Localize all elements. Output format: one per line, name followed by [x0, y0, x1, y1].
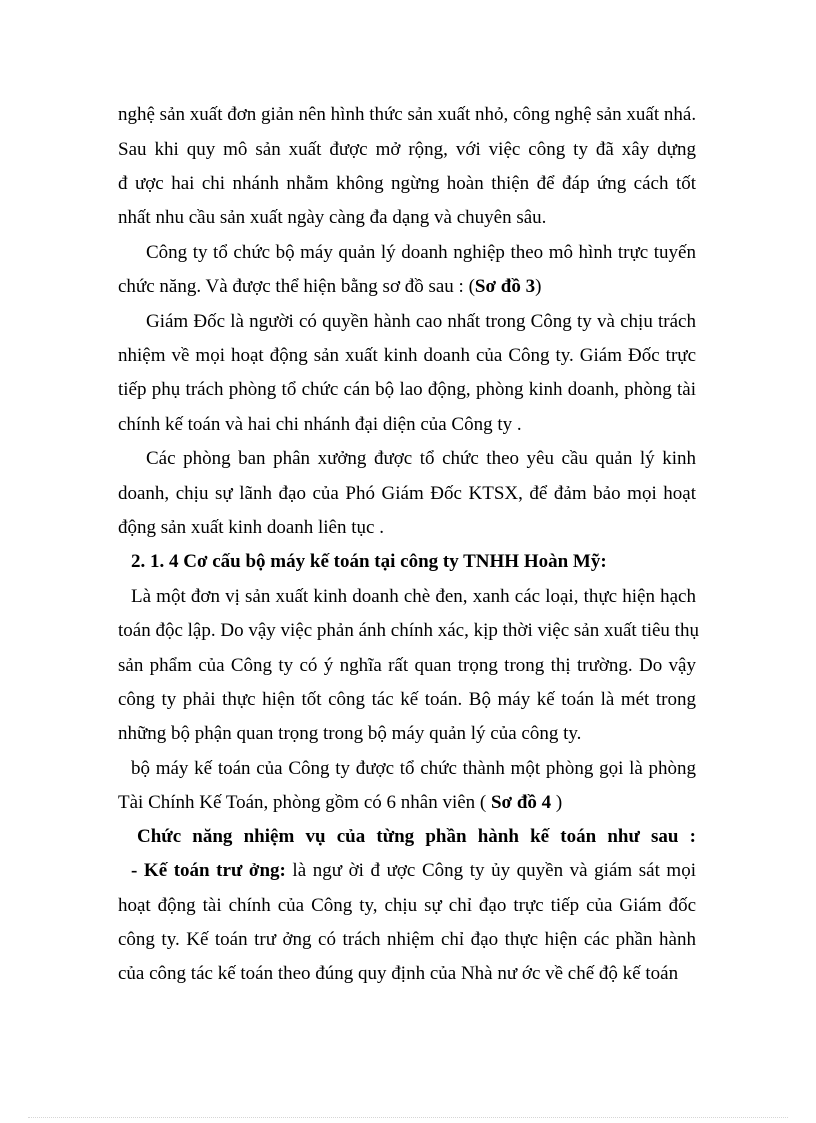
- text-line: Là một đơn vị sản xuất kinh doanh chè đen, xanh các loại, thực hiện hạch: [131, 586, 696, 607]
- text-line: Các phòng ban phân xưởng được tổ chức theo yêu cầu quản lý kinh: [146, 448, 696, 469]
- text-line: hoạt động tài chính của Công ty, chịu sự chỉ đạo trực tiếp của Giám đốc: [118, 895, 696, 916]
- text-span: ): [551, 792, 563, 813]
- text-line: chính kế toán và hai chi nhánh đại diện của Công ty .: [118, 414, 522, 435]
- diagram-reference: Sơ đồ 4: [490, 792, 552, 813]
- text-span: là ngư ời đ ược Công ty ủy quyền và giám sát mọi: [285, 860, 696, 881]
- text-span: ): [535, 276, 542, 297]
- text-line: nhiệm về mọi hoạt động sản xuất kinh doanh của Công ty. Giám Đốc trực: [118, 345, 696, 366]
- section-heading: 2. 1. 4 Cơ cấu bộ máy kế toán tại công ty TNHH Hoàn Mỹ:: [131, 551, 607, 572]
- text-line: [118, 791, 696, 815]
- text-line: động sản xuất kinh doanh liên tục .: [118, 517, 384, 538]
- subsection-heading: Chức năng nhiệm vụ của từng phần hành kế toán như sau :: [137, 826, 696, 847]
- text-line: bộ máy kế toán của Công ty được tổ chức thành một phòng gọi là phòng: [131, 758, 696, 779]
- text-line: tiếp phụ trách phòng tổ chức cán bộ lao động, phòng kinh doanh, phòng tài: [118, 379, 696, 400]
- text-line: công ty phải thực hiện tốt công tác kế toán. Bộ máy kế toán là mét trong: [118, 689, 696, 710]
- text-line: nhất nhu cầu sản xuất ngày càng đa dạng và chuyên sâu.: [118, 207, 547, 228]
- diagram-reference: Sơ đồ 3: [474, 276, 536, 297]
- text-line: Công ty tổ chức bộ máy quản lý doanh nghiệp theo mô hình trực tuyến: [146, 242, 696, 263]
- text-line: sản phẩm của Công ty có ý nghĩa rất quan trọng trong thị trường. Do vậy: [118, 655, 696, 676]
- text-span: chức năng. Và được thể hiện bằng sơ đồ sau : (: [118, 276, 475, 297]
- text-span: Tài Chính Kế Toán, phòng gồm có 6 nhân viên (: [118, 792, 491, 813]
- text-line: doanh, chịu sự lãnh đạo của Phó Giám Đốc KTSX, để đảm bảo mọi hoạt: [118, 483, 696, 504]
- text-line: đ ược hai chi nhánh nhằm không ngừng hoàn thiện để đáp ứng cách tốt: [118, 173, 696, 194]
- text-line: toán độc lập. Do vậy việc phản ánh chính xác, kịp thời việc sản xuất tiêu thụ: [118, 620, 699, 641]
- text-line: nghệ sản xuất đơn giản nên hình thức sản xuất nhỏ, công nghệ sản xuất nhá.: [118, 104, 697, 125]
- text-line: Sau khi quy mô sản xuất được mở rộng, với việc công ty đã xây dựng: [118, 139, 696, 160]
- text-line: [118, 275, 696, 299]
- bottom-divider: [28, 1117, 788, 1118]
- text-line: công ty. Kế toán trư ởng có trách nhiệm chỉ đạo thực hiện các phần hành: [118, 929, 696, 950]
- text-line: những bộ phận quan trọng trong bộ máy quản lý của công ty.: [118, 723, 582, 744]
- text-line: [131, 859, 696, 883]
- text-line: của công tác kế toán theo đúng quy định của Nhà nư ớc về chế độ kế toán: [118, 963, 679, 984]
- role-label: - Kế toán trư ởng:: [131, 860, 286, 881]
- text-line: Giám Đốc là người có quyền hành cao nhất trong Công ty và chịu trách: [146, 311, 696, 332]
